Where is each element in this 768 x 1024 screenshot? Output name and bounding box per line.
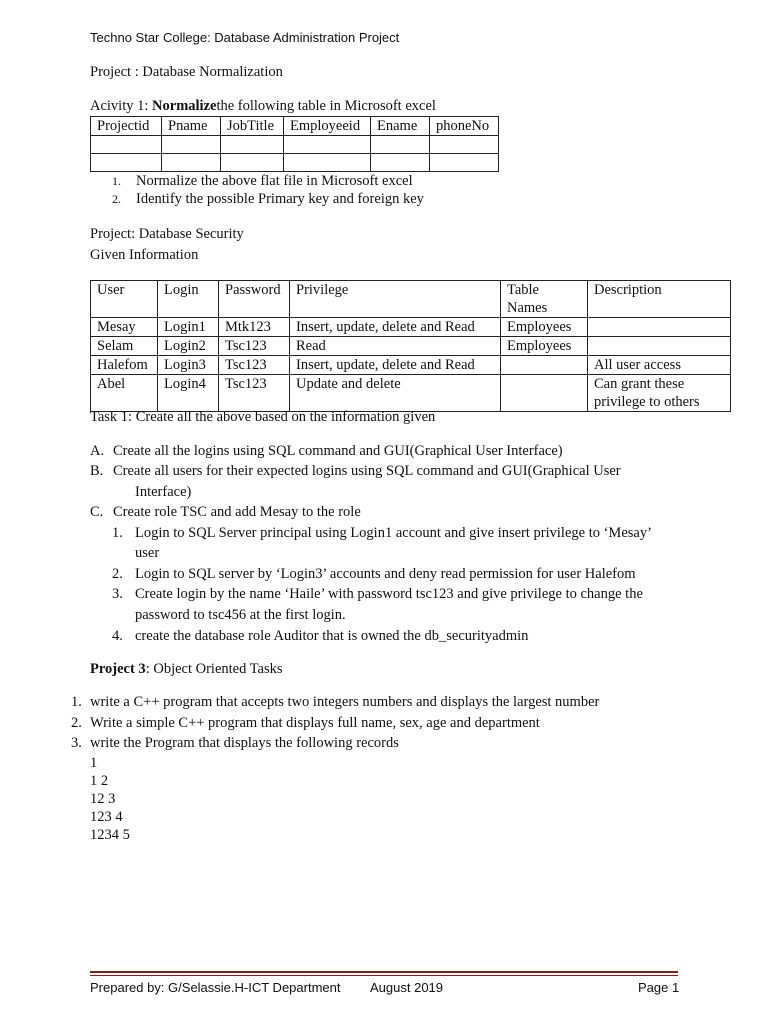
list-item: 2. Identify the possible Primary key and foreign key	[112, 191, 424, 207]
table-header-cell: Login	[158, 281, 219, 318]
table-header-cell: Table Names	[501, 281, 588, 318]
record-line: 1234 5	[90, 827, 130, 843]
list-item: C. Create role TSC and add Mesay to the role	[90, 504, 361, 520]
given-information: Given Information	[90, 247, 199, 263]
table-row: Halefom Login3 Tsc123 Insert, update, delete and Read All user access	[91, 356, 731, 375]
table-header-cell: Projectid	[91, 117, 162, 136]
activity1-prefix: Acivity 1:	[90, 98, 153, 114]
normalization-table	[90, 116, 499, 172]
table-header-cell: Privilege	[290, 281, 501, 318]
activity1-line	[90, 98, 436, 115]
table-header-cell: Password	[219, 281, 290, 318]
table-row	[91, 154, 499, 172]
list-item: 3. Create login by the name ‘Haile’ with password tsc123 and give privilege to change the	[112, 586, 643, 602]
footer-date: August 2019	[370, 980, 444, 995]
list-item: 1. write a C++ program that accepts two integers numbers and displays the largest number	[71, 694, 600, 710]
table-header-cell: phoneNo	[430, 117, 499, 136]
list-item: B. Create all users for their expected logins using SQL command and GUI(Graphical User	[90, 463, 621, 479]
record-line: 1	[90, 755, 98, 771]
list-item: 1. Login to SQL Server principal using Login1 account and give insert privilege to ‘Mesay’	[112, 525, 652, 541]
table-header-cell: Employeeid	[284, 117, 371, 136]
activity1-bold: Normalize	[152, 98, 217, 114]
table-header-cell: Description	[588, 281, 731, 318]
list-item: 4. create the database role Auditor that is owned the db_securityadmin	[112, 628, 529, 644]
project3-title: Project 3: Object Oriented Tasks	[90, 661, 283, 677]
list-item: 2. Write a simple C++ program that displays full name, sex, age and department	[71, 715, 540, 731]
list-item: 2. Login to SQL server by ‘Login3’ accounts and deny read permission for user Halefom	[112, 566, 636, 582]
table-row: Selam Login2 Tsc123 Read Employees	[91, 337, 731, 356]
list-item-continuation: password to tsc456 at the first login.	[135, 607, 346, 623]
project1-title: Project : Database Normalization	[90, 64, 283, 80]
task1-text: Task 1: Create all the above based on the information given	[90, 409, 436, 425]
document-header: Techno Star College: Database Administration Project	[90, 30, 400, 45]
record-line: 1 2	[90, 773, 109, 789]
table-row: Mesay Login1 Mtk123 Insert, update, delete and Read Employees	[91, 318, 731, 337]
list-item-continuation: user	[135, 545, 160, 561]
project2-title: Project: Database Security	[90, 226, 244, 242]
table-header-cell: User	[91, 281, 158, 318]
list-item-continuation: Interface)	[135, 484, 192, 500]
table-header-cell: Ename	[371, 117, 430, 136]
footer-rule	[90, 971, 678, 973]
table-header-cell: Pname	[162, 117, 221, 136]
list-item: A. Create all the logins using SQL command and GUI(Graphical User Interface)	[90, 443, 563, 459]
security-table	[90, 280, 731, 412]
footer-rule-thin	[90, 975, 678, 976]
record-line: 12 3	[90, 791, 116, 807]
table-header-cell: JobTitle	[221, 117, 284, 136]
record-line: 123 4	[90, 809, 123, 825]
list-item: 1. Normalize the above flat file in Microsoft excel	[112, 173, 413, 189]
table-row	[91, 136, 499, 154]
activity1-rest: the following table in Microsoft excel	[216, 98, 436, 114]
table-row: Abel Login4 Tsc123 Update and delete Can grant these privilege to others	[91, 375, 731, 412]
footer-page-number: Page 1	[638, 980, 680, 995]
footer-prepared-by: Prepared by: G/Selassie.H-ICT Department	[90, 980, 341, 995]
list-item: 3. write the Program that displays the following records	[71, 735, 399, 751]
